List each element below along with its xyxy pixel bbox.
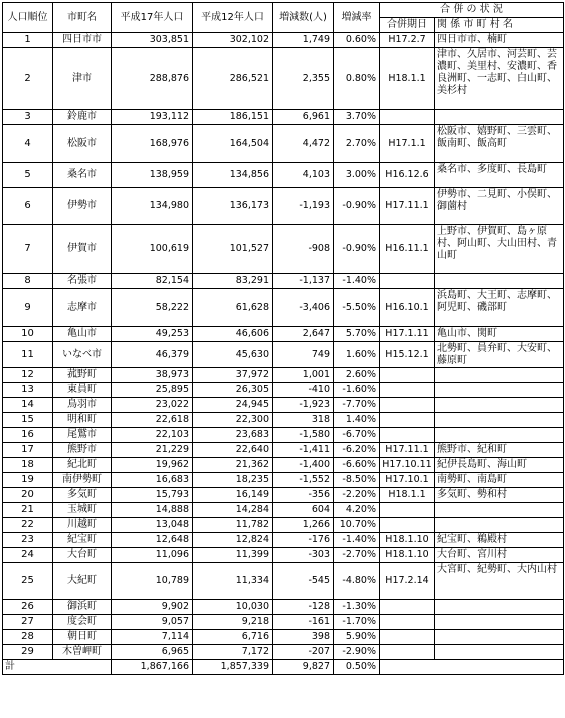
municipality-cell: 大紀町	[53, 563, 112, 600]
municipality-cell: 朝日町	[53, 630, 112, 645]
rank-cell: 3	[3, 110, 53, 125]
change-cell: 4,103	[273, 163, 334, 188]
merger-members-cell: 松阪市、嬉野町、三雲町、飯南町、飯高町	[435, 125, 564, 163]
rank-cell: 11	[3, 342, 53, 368]
change-cell: -545	[273, 563, 334, 600]
change-cell: 1,266	[273, 518, 334, 533]
change-cell: 749	[273, 342, 334, 368]
pop17-cell: 49,253	[112, 327, 193, 342]
municipality-cell: 紀北町	[53, 458, 112, 473]
municipality-cell: 東員町	[53, 383, 112, 398]
municipality-cell: 亀山市	[53, 327, 112, 342]
pop12-cell: 24,945	[193, 398, 273, 413]
municipality-cell: 桑名市	[53, 163, 112, 188]
rank-cell: 24	[3, 548, 53, 563]
rate-cell: -6.60%	[334, 458, 380, 473]
rank-cell: 10	[3, 327, 53, 342]
rate-cell: 5.90%	[334, 630, 380, 645]
merger-date-cell: H17.1.1	[380, 125, 435, 163]
pop12-cell: 7,172	[193, 645, 273, 660]
header-rate: 増減率	[334, 3, 380, 33]
rank-cell: 17	[3, 443, 53, 458]
pop12-cell: 11,334	[193, 563, 273, 600]
header-pop17: 平成17年人口	[112, 3, 193, 33]
merger-members-cell	[435, 503, 564, 518]
change-cell: -128	[273, 600, 334, 615]
rate-cell: -0.90%	[334, 225, 380, 274]
table-row	[3, 458, 564, 473]
table-row	[3, 548, 564, 563]
rate-cell: 0.80%	[334, 48, 380, 110]
rank-cell: 6	[3, 188, 53, 225]
merger-date-cell: H18.1.1	[380, 48, 435, 110]
merger-date-cell: H16.12.6	[380, 163, 435, 188]
merger-date-cell: H17.2.14	[380, 563, 435, 600]
table-row	[3, 163, 564, 188]
rank-cell: 5	[3, 163, 53, 188]
pop17-cell: 16,683	[112, 473, 193, 488]
table-row	[3, 383, 564, 398]
merger-date-cell	[380, 630, 435, 645]
rank-cell: 18	[3, 458, 53, 473]
municipality-cell: 木曽岬町	[53, 645, 112, 660]
pop17-cell: 9,057	[112, 615, 193, 630]
merger-members-cell: 北勢町、員弁町、大安町、藤原町	[435, 342, 564, 368]
total-rate: 0.50%	[334, 660, 380, 675]
pop17-cell: 134,980	[112, 188, 193, 225]
rank-cell: 19	[3, 473, 53, 488]
municipality-cell: 四日市市	[53, 33, 112, 48]
merger-members-cell: 上野市、伊賀町、島ヶ原村、阿山町、大山田村、青山町	[435, 225, 564, 274]
merger-date-cell: H16.11.1	[380, 225, 435, 274]
merger-members-cell	[435, 630, 564, 645]
table-row	[3, 600, 564, 615]
table-row	[3, 518, 564, 533]
change-cell: -410	[273, 383, 334, 398]
change-cell: 4,472	[273, 125, 334, 163]
pop12-cell: 164,504	[193, 125, 273, 163]
table-row	[3, 503, 564, 518]
change-cell: 2,355	[273, 48, 334, 110]
municipality-cell: 松阪市	[53, 125, 112, 163]
rate-cell: -5.50%	[334, 289, 380, 327]
pop17-cell: 168,976	[112, 125, 193, 163]
table-row	[3, 327, 564, 342]
pop17-cell: 6,965	[112, 645, 193, 660]
pop12-cell: 26,305	[193, 383, 273, 398]
pop12-cell: 101,527	[193, 225, 273, 274]
rank-cell: 14	[3, 398, 53, 413]
header-row-1	[3, 3, 564, 18]
merger-members-cell	[435, 383, 564, 398]
table-row	[3, 48, 564, 110]
table-row	[3, 533, 564, 548]
pop17-cell: 22,103	[112, 428, 193, 443]
table-row	[3, 563, 564, 600]
rate-cell: 4.20%	[334, 503, 380, 518]
total-row	[3, 660, 564, 675]
pop17-cell: 100,619	[112, 225, 193, 274]
pop12-cell: 11,399	[193, 548, 273, 563]
rate-cell: -1.40%	[334, 274, 380, 289]
rank-cell: 20	[3, 488, 53, 503]
pop12-cell: 302,102	[193, 33, 273, 48]
change-cell: -908	[273, 225, 334, 274]
merger-members-cell: 伊勢市、二見町、小俣町、御薗村	[435, 188, 564, 225]
pop12-cell: 45,630	[193, 342, 273, 368]
merger-members-cell	[435, 368, 564, 383]
rate-cell: -7.70%	[334, 398, 380, 413]
rate-cell: -1.30%	[334, 600, 380, 615]
municipality-cell: 津市	[53, 48, 112, 110]
merger-date-cell	[380, 274, 435, 289]
table-row	[3, 33, 564, 48]
merger-date-cell	[380, 398, 435, 413]
rate-cell: -2.70%	[334, 548, 380, 563]
rank-cell: 9	[3, 289, 53, 327]
header-merger-status: 合 併 の 状 況	[380, 3, 564, 18]
merger-members-cell: 熊野市、紀和町	[435, 443, 564, 458]
table-row	[3, 225, 564, 274]
population-table	[2, 2, 564, 675]
change-cell: 1,001	[273, 368, 334, 383]
rate-cell: 10.70%	[334, 518, 380, 533]
header-name: 市町名	[53, 3, 112, 33]
pop12-cell: 286,521	[193, 48, 273, 110]
pop12-cell: 9,218	[193, 615, 273, 630]
table-row	[3, 188, 564, 225]
municipality-cell: 川越町	[53, 518, 112, 533]
pop17-cell: 46,379	[112, 342, 193, 368]
merger-members-cell: 桑名市、多度町、長島町	[435, 163, 564, 188]
merger-members-cell: 大宮町、紀勢町、大内山村	[435, 563, 564, 600]
table-row	[3, 289, 564, 327]
table-row	[3, 368, 564, 383]
merger-date-cell: H17.10.1	[380, 473, 435, 488]
merger-date-cell: H18.1.1	[380, 488, 435, 503]
pop12-cell: 46,606	[193, 327, 273, 342]
merger-date-cell: H17.1.11	[380, 327, 435, 342]
pop12-cell: 16,149	[193, 488, 273, 503]
merger-date-cell	[380, 110, 435, 125]
merger-date-cell	[380, 503, 435, 518]
rank-cell: 23	[3, 533, 53, 548]
pop17-cell: 138,959	[112, 163, 193, 188]
change-cell: -1,411	[273, 443, 334, 458]
rate-cell: -4.80%	[334, 563, 380, 600]
pop17-cell: 58,222	[112, 289, 193, 327]
merger-date-cell: H16.10.1	[380, 289, 435, 327]
pop17-cell: 82,154	[112, 274, 193, 289]
merger-date-cell: H18.1.10	[380, 548, 435, 563]
municipality-cell: 伊賀市	[53, 225, 112, 274]
pop17-cell: 12,648	[112, 533, 193, 548]
table-row	[3, 473, 564, 488]
pop17-cell: 288,876	[112, 48, 193, 110]
merger-members-cell: 浜島町、大王町、志摩町、阿児町、磯部町	[435, 289, 564, 327]
merger-members-cell	[435, 518, 564, 533]
change-cell: -356	[273, 488, 334, 503]
rank-cell: 16	[3, 428, 53, 443]
pop12-cell: 83,291	[193, 274, 273, 289]
pop17-cell: 25,895	[112, 383, 193, 398]
rate-cell: -6.70%	[334, 428, 380, 443]
merger-members-cell: 紀宝町、鵜殿村	[435, 533, 564, 548]
rate-cell: 5.70%	[334, 327, 380, 342]
change-cell: -161	[273, 615, 334, 630]
table-row	[3, 274, 564, 289]
table-row	[3, 413, 564, 428]
pop17-cell: 19,962	[112, 458, 193, 473]
rate-cell: -8.50%	[334, 473, 380, 488]
merger-date-cell: H18.1.10	[380, 533, 435, 548]
merger-date-cell	[380, 413, 435, 428]
change-cell: 398	[273, 630, 334, 645]
rank-cell: 15	[3, 413, 53, 428]
change-cell: -1,580	[273, 428, 334, 443]
rate-cell: 0.60%	[334, 33, 380, 48]
rate-cell: -1.40%	[334, 533, 380, 548]
municipality-cell: いなべ市	[53, 342, 112, 368]
pop17-cell: 22,618	[112, 413, 193, 428]
municipality-cell: 玉城町	[53, 503, 112, 518]
pop12-cell: 22,300	[193, 413, 273, 428]
rate-cell: -2.20%	[334, 488, 380, 503]
municipality-cell: 度会町	[53, 615, 112, 630]
rank-cell: 4	[3, 125, 53, 163]
pop17-cell: 10,789	[112, 563, 193, 600]
header-merger-members: 関 係 市 町 村 名	[435, 18, 564, 33]
merger-members-cell: 多気町、勢和村	[435, 488, 564, 503]
header-merger-date: 合併期日	[380, 18, 435, 33]
rate-cell: 1.40%	[334, 413, 380, 428]
change-cell: 6,961	[273, 110, 334, 125]
municipality-cell: 鈴鹿市	[53, 110, 112, 125]
total-pop17: 1,867,166	[112, 660, 193, 675]
change-cell: -1,193	[273, 188, 334, 225]
merger-date-cell	[380, 428, 435, 443]
change-cell: -1,923	[273, 398, 334, 413]
rate-cell: 2.70%	[334, 125, 380, 163]
total-change: 9,827	[273, 660, 334, 675]
municipality-cell: 菰野町	[53, 368, 112, 383]
merger-date-cell	[380, 645, 435, 660]
merger-members-cell: 津市、久居市、河芸町、芸濃町、美里村、安濃町、香良洲町、一志町、白山町、美杉村	[435, 48, 564, 110]
pop12-cell: 186,151	[193, 110, 273, 125]
rank-cell: 25	[3, 563, 53, 600]
municipality-cell: 伊勢市	[53, 188, 112, 225]
merger-members-cell	[435, 615, 564, 630]
pop17-cell: 38,973	[112, 368, 193, 383]
pop17-cell: 21,229	[112, 443, 193, 458]
rank-cell: 22	[3, 518, 53, 533]
pop17-cell: 13,048	[112, 518, 193, 533]
table-row	[3, 428, 564, 443]
rate-cell: -2.90%	[334, 645, 380, 660]
rank-cell: 7	[3, 225, 53, 274]
municipality-cell: 紀宝町	[53, 533, 112, 548]
merger-members-cell: 南勢町、南島町	[435, 473, 564, 488]
header-change: 増減数(人)	[273, 3, 334, 33]
change-cell: -1,552	[273, 473, 334, 488]
merger-date-cell	[380, 368, 435, 383]
rank-cell: 13	[3, 383, 53, 398]
table-row	[3, 443, 564, 458]
pop17-cell: 303,851	[112, 33, 193, 48]
table-row	[3, 342, 564, 368]
change-cell: 604	[273, 503, 334, 518]
pop12-cell: 134,856	[193, 163, 273, 188]
table-row	[3, 645, 564, 660]
merger-date-cell: H17.2.7	[380, 33, 435, 48]
pop12-cell: 18,235	[193, 473, 273, 488]
change-cell: -207	[273, 645, 334, 660]
rank-cell: 1	[3, 33, 53, 48]
total-pop12: 1,857,339	[193, 660, 273, 675]
pop12-cell: 12,824	[193, 533, 273, 548]
total-empty	[380, 660, 564, 675]
pop12-cell: 21,362	[193, 458, 273, 473]
rate-cell: 2.60%	[334, 368, 380, 383]
municipality-cell: 明和町	[53, 413, 112, 428]
rate-cell: 1.60%	[334, 342, 380, 368]
municipality-cell: 尾鷲市	[53, 428, 112, 443]
merger-date-cell	[380, 518, 435, 533]
header-pop12: 平成12年人口	[193, 3, 273, 33]
rate-cell: 3.00%	[334, 163, 380, 188]
merger-members-cell: 亀山市、関町	[435, 327, 564, 342]
merger-date-cell: H17.11.1	[380, 188, 435, 225]
pop12-cell: 14,284	[193, 503, 273, 518]
municipality-cell: 御浜町	[53, 600, 112, 615]
pop12-cell: 22,640	[193, 443, 273, 458]
table-row	[3, 488, 564, 503]
pop12-cell: 6,716	[193, 630, 273, 645]
rate-cell: -6.20%	[334, 443, 380, 458]
pop17-cell: 11,096	[112, 548, 193, 563]
merger-date-cell: H17.11.1	[380, 443, 435, 458]
pop17-cell: 14,888	[112, 503, 193, 518]
municipality-cell: 志摩市	[53, 289, 112, 327]
change-cell: -303	[273, 548, 334, 563]
rank-cell: 2	[3, 48, 53, 110]
municipality-cell: 鳥羽市	[53, 398, 112, 413]
municipality-cell: 熊野市	[53, 443, 112, 458]
municipality-cell: 南伊勢町	[53, 473, 112, 488]
pop12-cell: 11,782	[193, 518, 273, 533]
change-cell: -176	[273, 533, 334, 548]
merger-members-cell	[435, 645, 564, 660]
rate-cell: 3.70%	[334, 110, 380, 125]
change-cell: 318	[273, 413, 334, 428]
change-cell: 2,647	[273, 327, 334, 342]
table-row	[3, 398, 564, 413]
rank-cell: 27	[3, 615, 53, 630]
table-row	[3, 125, 564, 163]
rank-cell: 29	[3, 645, 53, 660]
pop17-cell: 7,114	[112, 630, 193, 645]
municipality-cell: 名張市	[53, 274, 112, 289]
pop12-cell: 136,173	[193, 188, 273, 225]
total-label: 計	[3, 660, 112, 675]
merger-members-cell	[435, 110, 564, 125]
change-cell: -3,406	[273, 289, 334, 327]
rank-cell: 12	[3, 368, 53, 383]
table-row	[3, 630, 564, 645]
pop12-cell: 23,683	[193, 428, 273, 443]
merger-members-cell: 四日市市、楠町	[435, 33, 564, 48]
pop17-cell: 9,902	[112, 600, 193, 615]
header-rank: 人口順位	[3, 3, 53, 33]
merger-date-cell	[380, 600, 435, 615]
merger-members-cell: 紀伊長島町、海山町	[435, 458, 564, 473]
rate-cell: -0.90%	[334, 188, 380, 225]
rate-cell: -1.70%	[334, 615, 380, 630]
merger-members-cell	[435, 600, 564, 615]
merger-members-cell	[435, 428, 564, 443]
pop12-cell: 61,628	[193, 289, 273, 327]
rank-cell: 28	[3, 630, 53, 645]
table-row	[3, 615, 564, 630]
change-cell: -1,400	[273, 458, 334, 473]
table-row	[3, 110, 564, 125]
merger-date-cell	[380, 615, 435, 630]
change-cell: -1,137	[273, 274, 334, 289]
rank-cell: 8	[3, 274, 53, 289]
merger-date-cell: H17.10.11	[380, 458, 435, 473]
municipality-cell: 多気町	[53, 488, 112, 503]
rank-cell: 26	[3, 600, 53, 615]
merger-date-cell	[380, 383, 435, 398]
pop12-cell: 37,972	[193, 368, 273, 383]
rank-cell: 21	[3, 503, 53, 518]
change-cell: 1,749	[273, 33, 334, 48]
rate-cell: -1.60%	[334, 383, 380, 398]
pop12-cell: 10,030	[193, 600, 273, 615]
merger-members-cell	[435, 398, 564, 413]
pop17-cell: 23,022	[112, 398, 193, 413]
municipality-cell: 大台町	[53, 548, 112, 563]
merger-members-cell	[435, 274, 564, 289]
merger-members-cell: 大台町、宮川村	[435, 548, 564, 563]
merger-members-cell	[435, 413, 564, 428]
pop17-cell: 15,793	[112, 488, 193, 503]
pop17-cell: 193,112	[112, 110, 193, 125]
merger-date-cell: H15.12.1	[380, 342, 435, 368]
